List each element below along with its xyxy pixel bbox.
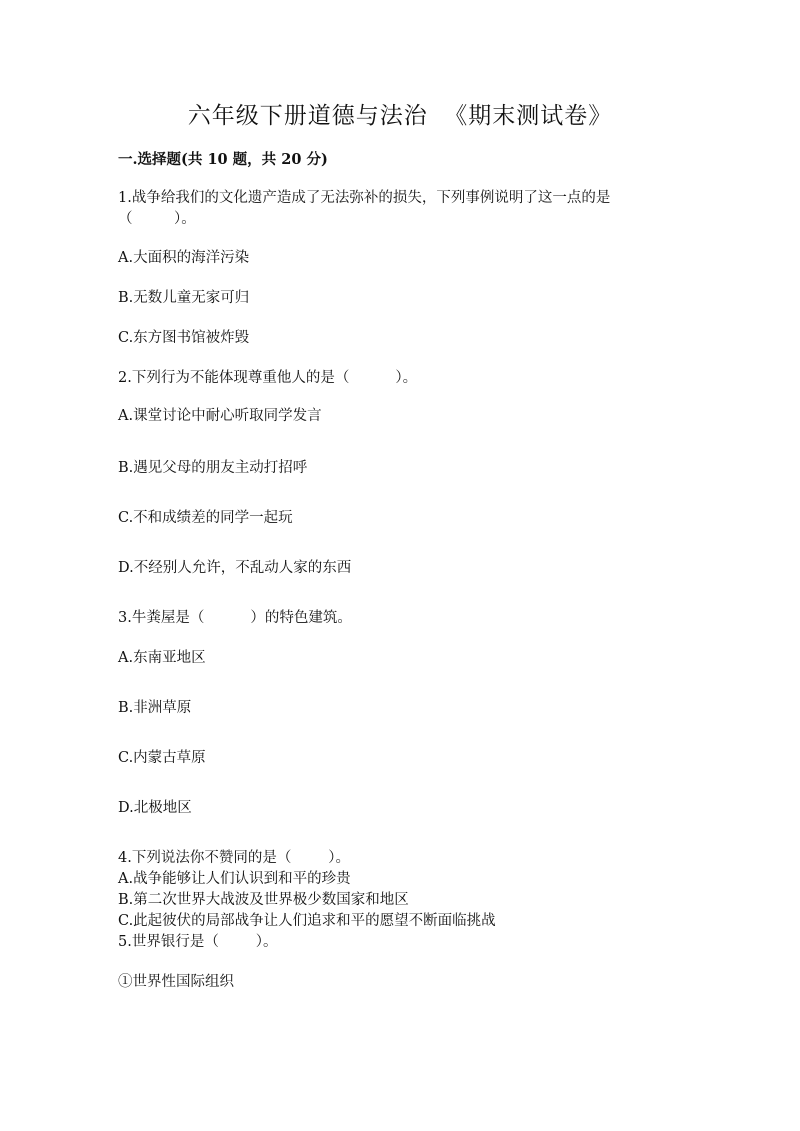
question-2-option-b: B.遇见父母的朋友主动打招呼 [118,460,308,476]
question-3-option-b: B.非洲草原 [118,700,192,716]
question-5-stem: 5.世界银行是（ ）。 [118,934,278,950]
question-2-option-c: C.不和成绩差的同学一起玩 [118,510,293,526]
question-5-option-1: ①世界性国际组织 [118,974,234,990]
question-3-option-a: A.东南亚地区 [118,650,206,666]
section-heading: 一.选择题(共 10 题，共 20 分) [118,151,328,168]
question-2-option-d: D.不经别人允许，不乱动人家的东西 [118,560,352,576]
exam-title: 六年级下册道德与法治 《期末测试卷》 [187,103,613,129]
question-4-option-c: C.此起彼伏的局部战争让人们追求和平的愿望不断面临挑战 [118,913,496,929]
question-1-option-c: C.东方图书馆被炸毁 [118,330,250,346]
question-2-stem: 2.下列行为不能体现尊重他人的是（ ）。 [118,370,418,386]
question-2-option-a: A.课堂讨论中耐心听取同学发言 [118,408,322,424]
question-1-stem: 1.战争给我们的文化遗产造成了无法弥补的损失，下列事例说明了这一点的是 [118,190,611,206]
question-4-stem: 4.下列说法你不赞同的是（ ）。 [118,850,350,866]
question-3-option-c: C.内蒙古草原 [118,750,206,766]
question-1-blank: （ ）。 [118,211,196,227]
question-1-option-a: A.大面积的海洋污染 [118,250,250,266]
question-4-option-a: A.战争能够让人们认识到和平的珍贵 [118,871,351,887]
question-1-option-b: B.无数儿童无家可归 [118,290,250,306]
question-3-stem: 3.牛粪屋是（ ）的特色建筑。 [118,610,352,626]
question-3-option-d: D.北极地区 [118,800,192,816]
question-4-option-b: B.第二次世界大战波及世界极少数国家和地区 [118,892,409,908]
